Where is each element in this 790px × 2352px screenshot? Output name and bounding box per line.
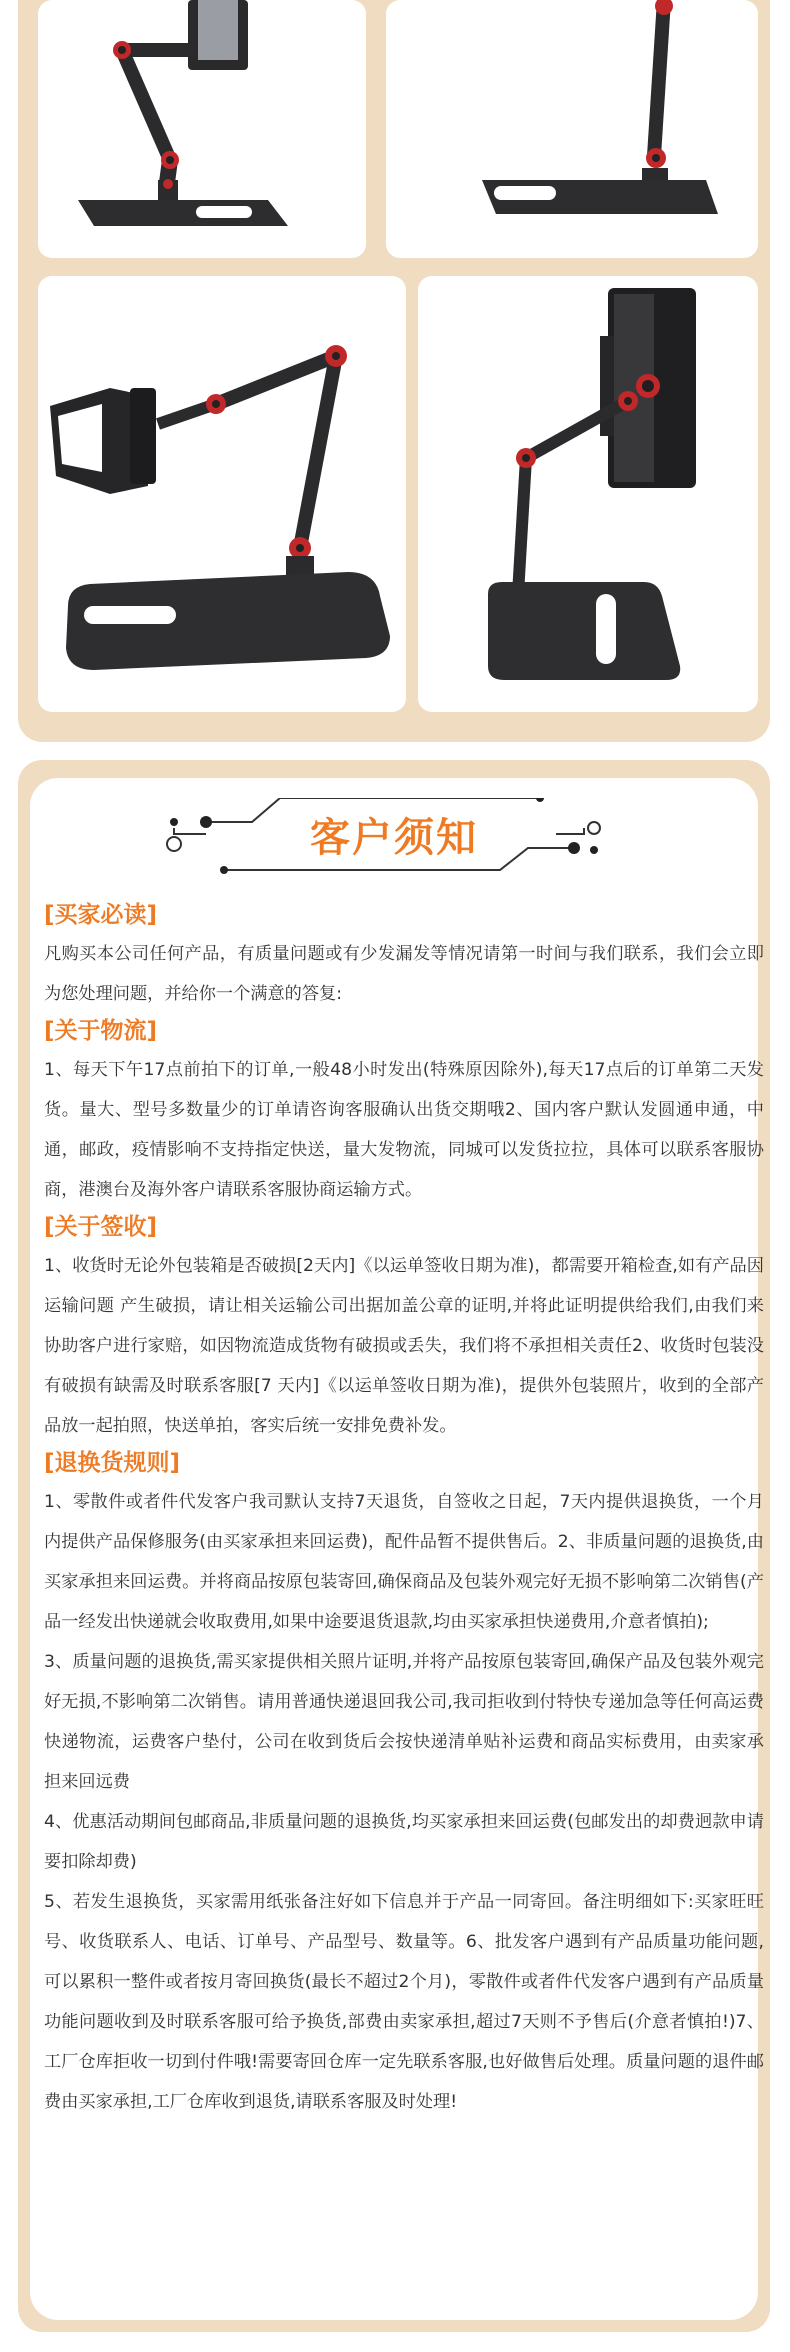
- notice-title-banner: [30, 798, 758, 878]
- section-text-returns-4: 5、若发生退换货，买家需用纸张备注好如下信息并于产品一同寄回。备注明细如下:买家旺旺号、收货联系人、电话、订单号、产品型号、数量等。6、批发客户遇到有产品质量功能问题,可以累积一整件或者按月寄回换货(最长不超过2个月)，零散件或者件代发客户遇到有产品质量功能问题收到及时联系客服可给予换货,部费由卖家承担,超过7天则不予售后(介意者慎拍!)7、工厂仓库拒收一切到付件哦!需要寄回仓库一定先联系客服,也好做售后处理。质量问题的退件邮费由买家承担,工厂仓库收到退货,请联系客服及时处理!: [44, 1892, 764, 2112]
- notice-panel: [18, 760, 770, 2332]
- section-text-receipt: 1、收货时无论外包装箱是否破损[2天内]《以运单签收日期为准)，都需要开箱检查,如有产品因运输问题 产生破损，请让相关运输公司出据加盖公章的证明,并将此证明提供给我们,由我们来协助客户进行家赔，如因物流造成货物有破损或丢失，我们将不承担相关责任2、收货时包装没有破损有缺需及时联系客服[7 天内]《以运单签收日期为准)，提供外包装照片，收到的全部产品放一起拍照，快送单拍，客实后统一安排免费补发。: [44, 1256, 764, 1436]
- section-heading-receipt: [关于签收]: [44, 1214, 158, 1240]
- section-text-returns-3: 4、优惠活动期间包邮商品,非质量问题的退换货,均买家承担来回运费(包邮发出的却费迥款申请要扣除却费): [44, 1812, 764, 1872]
- section-heading-logistics: [关于物流]: [44, 1018, 158, 1044]
- section-text-logistics: 1、每天下午17点前拍下的订单,一般48小时发出(特殊原因除外),每天17点后的订单第二天发货。量大、型号多数量少的订单请咨询客服确认出货交期哦2、国内客户默认发圆通申通，中通，邮政，疫情影响不支持指定快送，量大发物流，同城可以发货拉拉，具体可以联系客服协商，港澳台及海外客户请联系客服协商运输方式。: [44, 1060, 764, 1200]
- notice-card: [30, 778, 764, 2320]
- product-photo-1: [38, 0, 366, 258]
- product-photo-3: [38, 276, 406, 712]
- section-text-returns-2: 3、质量问题的退换货,需买家提供相关照片证明,并将产品按原包装寄回,确保产品及包装外观完好无损,不影响第二次销售。请用普通快递退回我公司,我司拒收到付特快专递加急等任何高运费快递物流，运费客户垫付，公司在收到货后会按快递清单贴补运费和商品实标费用，由卖家承担来回远费: [44, 1652, 764, 1792]
- product-photo-4: [418, 276, 758, 712]
- section-text-buyer: 凡购买本公司任何产品，有质量问题或有少发漏发等情况请第一时间与我们联系，我们会立即为您处理问题，并给你一个满意的答复:: [44, 944, 764, 1004]
- section-heading-returns: [退换货规则]: [44, 1450, 181, 1476]
- section-heading-buyer: [买家必读]: [44, 902, 158, 928]
- notice-title: 客户须知: [310, 815, 478, 861]
- notice-content: [44, 898, 764, 2122]
- product-photo-panel: [18, 0, 770, 742]
- product-photo-2: [386, 0, 758, 258]
- section-text-returns-1: 1、零散件或者件代发客户我司默认支持7天退货，自签收之日起，7天内提供退换货，一个月内提供产品保修服务(由买家承担来回运费)，配件品暂不提供售后。2、非质量问题的退换货,由买家承担来回运费。并将商品按原包装寄回,确保商品及包装外观完好无损不影响第二次销售(产品一经发出快递就会收取费用,如果中途要退货退款,均由买家承担快递费用,介意者慎拍);: [44, 1492, 764, 1632]
